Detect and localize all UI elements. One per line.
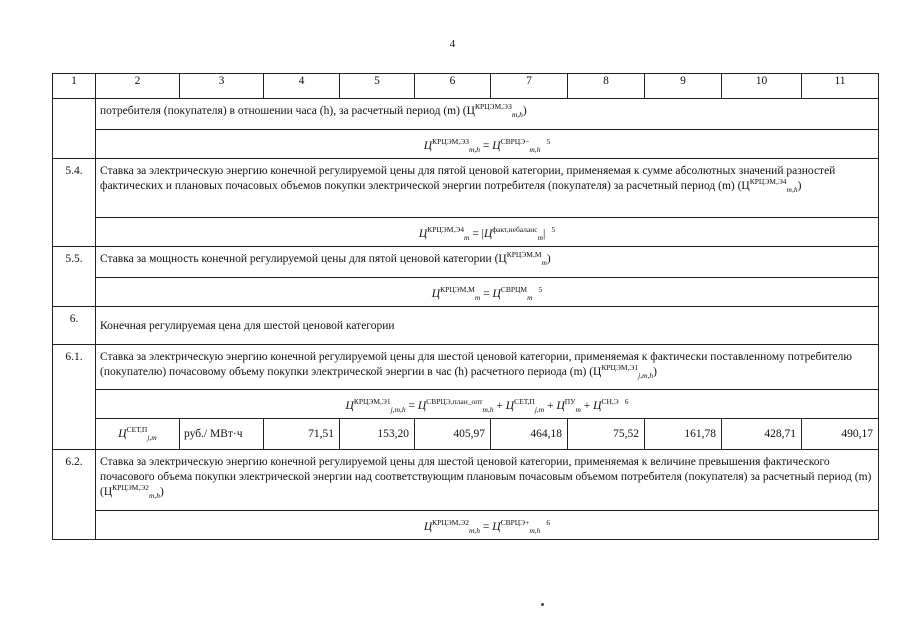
values-row (53, 419, 879, 450)
row-description: Ставка за электрическую энергию конечной регулируемой цены для шестой ценовой категории, применяемая к величине превышения фактического почасового объема покупки электрической энергии над соответствующим плановым почасовым объемом потребителя (покупателя) за расчетный период (m) $(Ц^{КРЦЭМ,Э2}_{m,h})$ (96, 450, 879, 511)
table-row (53, 247, 879, 278)
row-number: 6. (53, 307, 96, 345)
formula-row (53, 278, 879, 307)
value-cell: 153,20 (340, 419, 415, 450)
row-number: 6.1. (53, 345, 96, 450)
row-description: Ставка за электрическую энергию конечной регулируемой цены для шестой ценовой категории, применяемая к фактически поставленному потребителю (покупателю) почасовому объему покупки электрической энергии в час (h) расчетного периода (m) $(Ц^{КРЦЭМ,Э1}_{j,m,h})$ (96, 345, 879, 390)
column-number: 6 (415, 74, 491, 99)
value-cell: 490,17 (802, 419, 879, 450)
formula-row (53, 390, 879, 419)
column-number: 2 (96, 74, 180, 99)
formula-row (53, 511, 879, 540)
row-number: 6.2. (53, 450, 96, 540)
table-row (53, 159, 879, 218)
row-description: Ставка за электрическую энергию конечной регулируемой цены для пятой ценовой категории, применяемая к сумме абсолютных значений разностей фактических и плановых почасовых объемов покупки электрической энергии потребителя (покупателя) за расчетный период (m) $(Ц^{КРЦЭМ,Э4}_{m,h})$ (96, 159, 879, 218)
formula: $Ц^{КРЦЭМ,Э1}_{j,m,h} = Ц^{СВРЦЭ,план\_опт}_{m,h} + Ц^{СЕТ,П}_{j,m} + Ц^{ПУ}_m + Ц^{СН,Э}$ $^6$ (96, 390, 879, 419)
formula: $Ц^{КРЦЭМ,Э2}_{m,h} = Ц^{СВРЦЭ+}_{m,h}^6$ (96, 511, 879, 540)
value-cell: 464,18 (491, 419, 568, 450)
value-cell: 71,51 (264, 419, 340, 450)
row-number: 5.5. (53, 247, 96, 307)
value-cell: 161,78 (645, 419, 722, 450)
row-description: Ставка за мощность конечной регулируемой цены для пятой ценовой категории $(Ц^{КРЦЭМ,М}_m)$ (96, 247, 879, 278)
row-number: 5.4. (53, 159, 96, 247)
footnote-marker: 5 (538, 285, 543, 294)
footnote-marker: 6 (546, 518, 551, 527)
page-number: 4 (449, 38, 456, 50)
column-number-row (53, 74, 879, 99)
value-cell: 428,71 (722, 419, 802, 450)
column-number: 3 (180, 74, 264, 99)
value-cell: 405,97 (415, 419, 491, 450)
row-description: Конечная регулируемая цена для шестой ценовой категории (96, 307, 879, 345)
formula-row (53, 218, 879, 247)
footnote-marker: 5 (546, 137, 551, 146)
scan-speck (541, 603, 544, 606)
column-number: 8 (568, 74, 645, 99)
table-row (53, 307, 879, 345)
column-number: 1 (53, 74, 96, 99)
table-row (53, 345, 879, 390)
parameter-symbol: $Ц^{СЕТ,П}_{j,m}$ (96, 419, 180, 450)
footnote-marker: 5 (551, 225, 556, 234)
formula: $Ц^{КРЦЭМ,Э4}_m = |Ц^{факт,небаланс}_m|$ $^5$ (96, 218, 879, 247)
table-row (53, 99, 879, 130)
footnote-marker: 6 (624, 397, 629, 406)
unit-cell: руб./ МВт·ч (180, 419, 264, 450)
formula-row (53, 130, 879, 159)
formula: $Ц^{КРЦЭМ,ЭЗ}_{m,h} = Ц^{СВРЦЭ-}_{m,h}^5$ (96, 130, 879, 159)
formula: $Ц^{КРЦЭМ,М}_m = Ц^{СВРЦМ}_m^5$ (96, 278, 879, 307)
column-number: 7 (491, 74, 568, 99)
value-cell: 75,52 (568, 419, 645, 450)
column-number: 10 (722, 74, 802, 99)
row-description: потребителя (покупателя) в отношении часа (h), за расчетный период (m) $(Ц^{КРЦЭМ,ЭЗ}_{m,h})$ (96, 99, 879, 130)
column-number: 11 (802, 74, 879, 99)
row-number (53, 99, 96, 159)
column-number: 9 (645, 74, 722, 99)
column-number: 4 (264, 74, 340, 99)
tariff-table (52, 73, 879, 540)
table-row (53, 450, 879, 511)
column-number: 5 (340, 74, 415, 99)
